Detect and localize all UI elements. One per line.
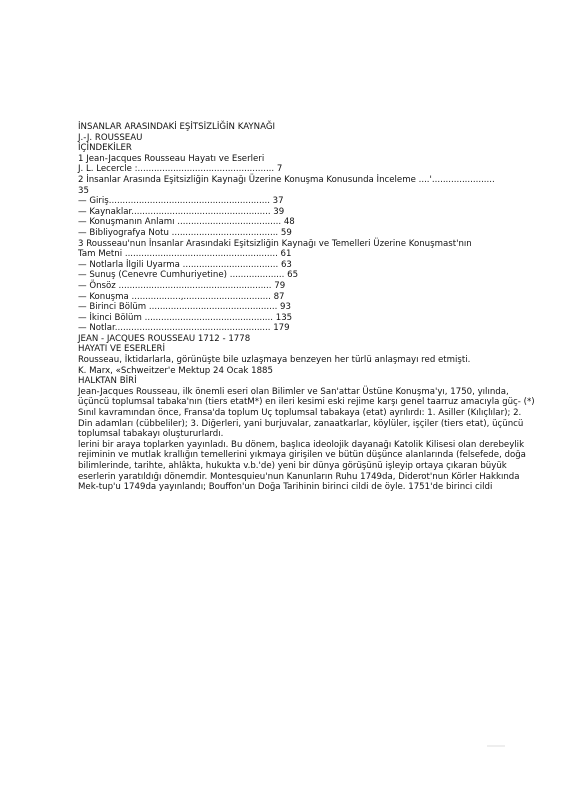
- toc-entry: — Notlar......................................................... 179: [78, 323, 290, 334]
- table-of-contents: [78, 154, 538, 334]
- scan-mark: [487, 745, 505, 747]
- epigraph-source: K. Marx, «Schweitzer'e Mektup 24 Ocak 1885: [78, 365, 273, 376]
- book-title: İNSANLAR ARASINDAKİ EŞİTSİZLİĞİN KAYNAĞI: [78, 122, 276, 132]
- body-paragraph: lerini bir araya toplarken yayınladı. Bu dönem, başlıca ideolojik dayanağı Katolik Kilisesi olan derebeylik rejiminin ve mutlak krallığın temellerini yıkmaya girişilen ve bütün düşünce alanlarında (felsefede, doğa bilimlerinde, tarihte, ahlâkta, hukukta v.b.'de) yeni bir dünya görüşünü işleyip ortaya çıkaran büyük eserlerin yaratıldığı dönemdir. Montesquieu'nun Kanunların Ruhu 1749da, Diderot'nun Körler Hakkında Mek-tup'u 1749da yayınlandı; Bouffon'un Doğa Tarihinin birinci cildi de öyle. 1751'de birinci cildi: [78, 439, 526, 493]
- toc-entry: — Notlarla İlgili Uyarma ................................... 63: [78, 259, 292, 270]
- toc-entry: 1 Jean-Jacques Rousseau Hayatı ve Eserleri: [78, 153, 265, 164]
- toc-entry: — Sunuş (Cenevre Cumhuriyetine) .................... 65: [78, 270, 299, 281]
- toc-entry: — İkinci Bölüm ............................................... 135: [78, 312, 293, 323]
- toc-entry: — Giriş........................................................... 37: [78, 196, 284, 207]
- body-paragraph: Jean-Jacques Rousseau, ilk önemli eseri olan Bilimler ve San'attar Üstüne Konuşma'yı, 1750, yılında, üçüncü toplumsal tabaka'nın (tiers etatM*) en ileri kesimi eski rejime karşı genel taarruz amacıyla güç- (*) Sınıl kavramından önce, Fransa'da toplum Uç toplumsal tabakaya (etat) ayrılırdı: 1. Asiller (Kılıçlılar); 2. Din adamları (cübbeliler); 3. Diğerleri, yani burjuvalar, zanaatkarlar, köylüler, işçiler (tiers etat), üçüncü toplumsal tabakayı oluştururlardı.: [78, 386, 535, 440]
- epigraph: Rousseau, İktidarlarla, görünüşte bile uzlaşmaya benzeyen her türlü anlaşmayı red etmişti.: [78, 355, 471, 366]
- bio-heading: JEAN - JACQUES ROUSSEAU 1712 - 1778: [78, 333, 251, 344]
- toc-heading: İÇİNDEKİLER: [78, 143, 132, 154]
- toc-entry: — Birinci Bölüm ............................................... 93: [78, 302, 291, 313]
- section-heading: HALKTAN BİRİ: [78, 376, 137, 387]
- toc-entry: — Kaynaklar................................................... 39: [78, 206, 285, 217]
- book-author: J.-J. ROUSSEAU: [78, 132, 143, 143]
- toc-entry: — Bibliyografya Notu ....................................... 59: [78, 227, 292, 238]
- life-heading: HAYATI VE ESERLERİ: [78, 344, 166, 355]
- document-body: [78, 122, 538, 493]
- toc-entry: 3 Rousseau'nun İnsanlar Arasındaki Eşitsizliğin Kaynağı ve Temelleri Üzerine Konuşmast'nın: [78, 238, 472, 249]
- toc-entry: 2 İnsanlar Arasında Eşitsizliğin Kaynağı Üzerine Konuşma Konusunda İnceleme ....'.......................: [78, 174, 495, 185]
- toc-entry: J. L. Lecercle :.................................................. 7: [78, 164, 283, 175]
- toc-entry: — Konuşma ..................,................................ 87: [78, 291, 285, 302]
- toc-entry: — Önsöz ........................................................ 79: [78, 280, 286, 291]
- toc-entry: 35: [78, 185, 89, 196]
- toc-entry: Tam Metni ........................................................ 61: [78, 249, 292, 260]
- toc-entry: — Konuşmanın Anlamı ...................................... 48: [78, 217, 295, 228]
